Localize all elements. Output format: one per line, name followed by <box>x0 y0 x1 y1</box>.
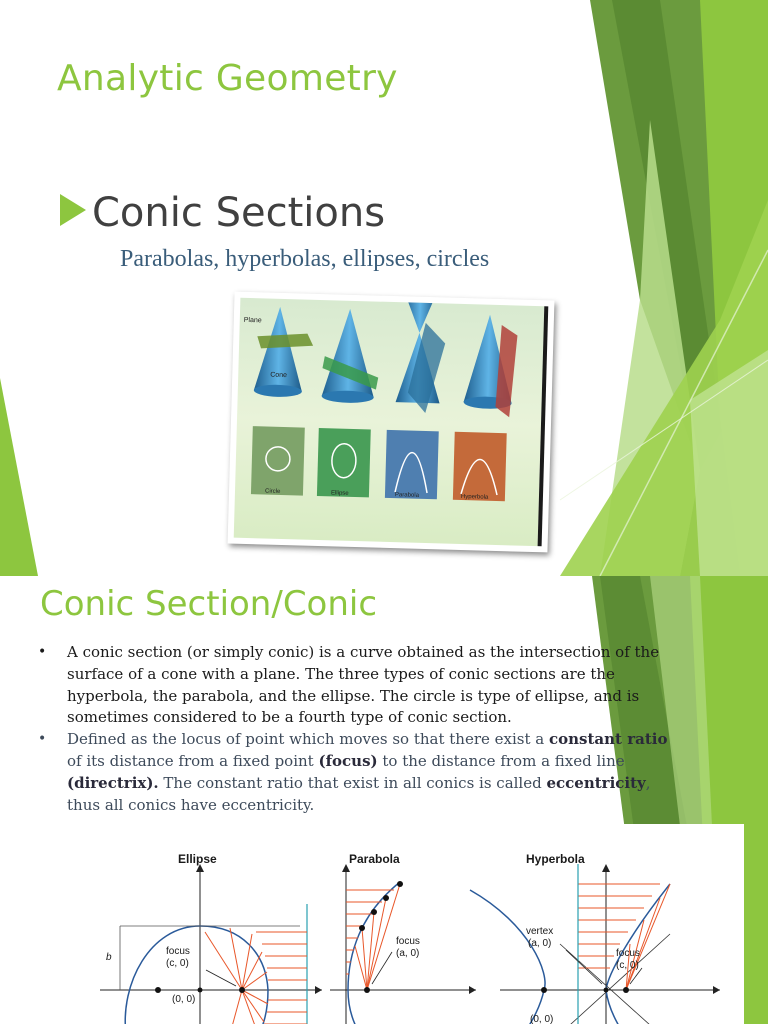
definition-list <box>38 642 668 816</box>
slide-title: Analytic Geometry <box>57 58 398 99</box>
ellipse-title: Ellipse <box>178 852 217 866</box>
locus-text: Defined as the locus of point which moves so that there exist a <box>67 730 549 749</box>
locus-text: The constant ratio that exist in all conics is called <box>158 773 547 792</box>
parabola-focus-label: focus <box>396 936 420 947</box>
hyperbola-focus-label: focus <box>616 948 640 959</box>
locus-text: , thus all conics have eccentricity. <box>67 773 651 814</box>
label-circle: Circle <box>264 488 281 495</box>
conics-diagram <box>30 824 744 1024</box>
label-plane: Plane <box>243 316 262 325</box>
slide-conic-section <box>0 576 768 1024</box>
label-parabola: Parabola <box>394 492 420 499</box>
term-eccentricity: eccentricity <box>546 773 646 792</box>
cones-illustration <box>234 298 544 542</box>
ellipse-figure <box>100 864 322 1024</box>
triangle-bullet-icon <box>60 194 86 226</box>
definition-text: A conic section (or simply conic) is a curve obtained as the intersection of the surface of a cone with a plane. The three types of conic sections are the hyperbola, the parabola, and the ellipse. The circle is type of ellipse, and is sometimes considered to be a fourth type of conic section. <box>67 643 660 727</box>
conic-sections-photo <box>228 292 555 553</box>
hyperbola-title: Hyperbola <box>526 852 585 866</box>
ellipse-focus-label: focus <box>166 946 190 957</box>
bullet-conic-sections <box>60 190 385 236</box>
term-directrix: (directrix). <box>67 773 159 792</box>
list-item <box>38 729 668 816</box>
ellipse-focus-coord: (c, 0) <box>166 958 189 969</box>
list-item <box>38 642 668 729</box>
hyperbola-figure <box>470 864 720 1024</box>
parabola-title: Parabola <box>349 852 400 866</box>
hyperbola-vertex-label: vertex <box>526 926 554 937</box>
slide-title: Conic Section/Conic <box>40 584 378 624</box>
label-ellipse: Ellipse <box>330 490 349 497</box>
conic-types-subtitle: Parabolas, hyperbolas, ellipses, circles <box>120 246 490 272</box>
hyperbola-vertex-coord: (a, 0) <box>528 938 552 949</box>
hyperbola-focus-coord: (c, 0) <box>616 960 639 971</box>
locus-text: of its distance from a fixed point <box>67 751 319 770</box>
ellipse-b-label: b <box>106 952 112 963</box>
term-focus: (focus) <box>318 751 378 770</box>
label-hyperbola: Hyperbola <box>460 493 489 501</box>
parabola-focus-coord: (a, 0) <box>396 948 420 959</box>
locus-text: to the distance from a fixed line <box>377 751 625 770</box>
bullet-dot-icon: • <box>38 644 47 660</box>
bullet-dot-icon: • <box>38 731 47 748</box>
bullet-text: Conic Sections <box>92 190 386 236</box>
hyperbola-origin-label: (0, 0) <box>530 1014 554 1024</box>
ellipse-origin-label: (0, 0) <box>172 994 196 1005</box>
term-constant-ratio: constant ratio <box>549 730 668 749</box>
label-cone: Cone <box>270 371 288 380</box>
